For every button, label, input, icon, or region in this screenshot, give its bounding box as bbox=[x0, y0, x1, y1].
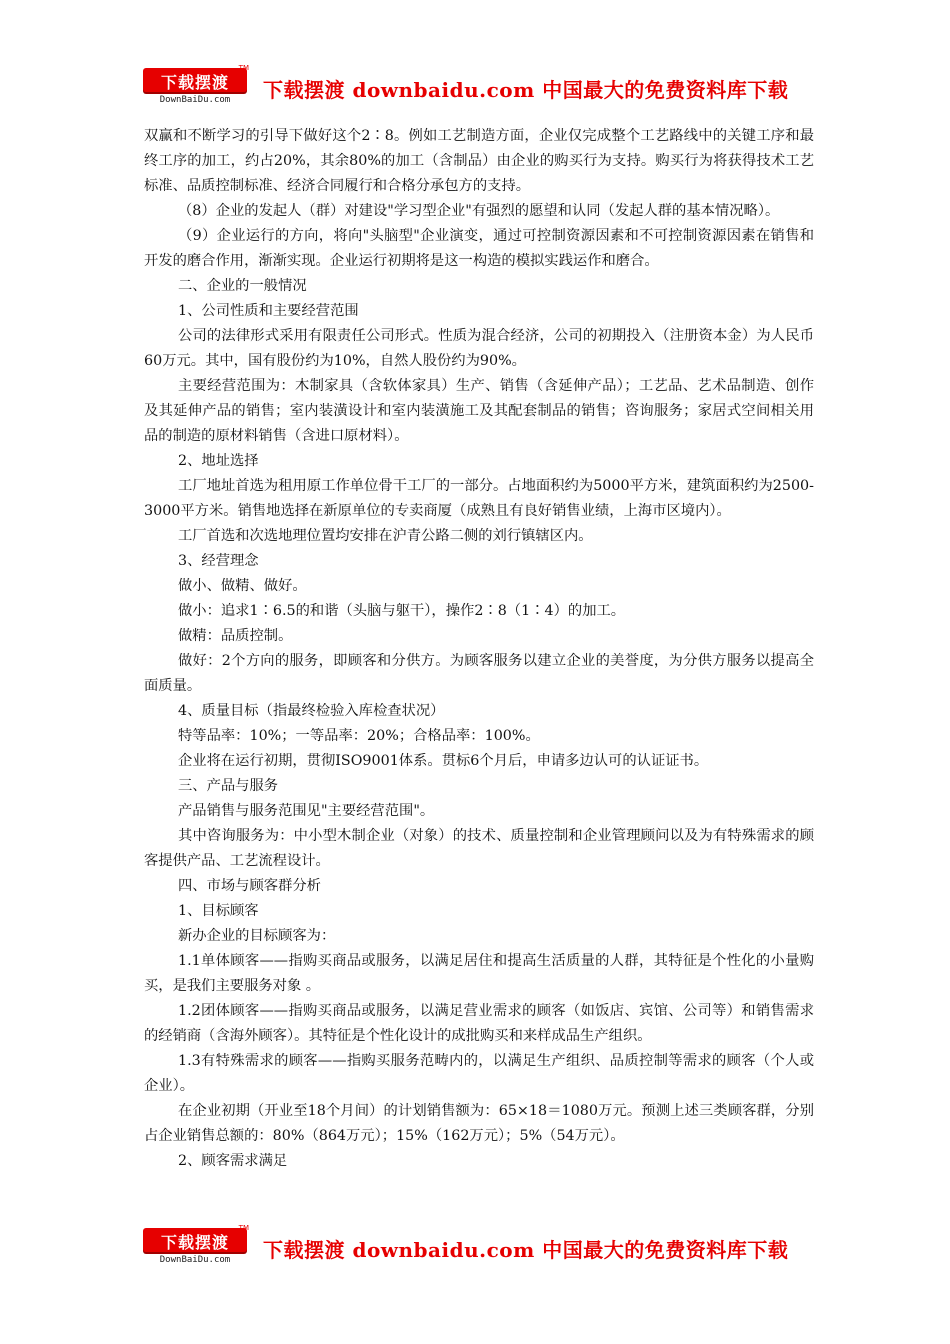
paragraph: 企业将在运行初期，贯彻ISO9001体系。贯标6个月后，申请多边认可的认证证书。 bbox=[178, 753, 709, 769]
logo-plate bbox=[143, 68, 247, 92]
section-heading: 二、企业的一般情况 bbox=[178, 278, 307, 294]
paragraph: 工厂首选和次选地理位置均安排在沪青公路二侧的刘行镇辖区内。 bbox=[178, 528, 593, 544]
paragraph: 双赢和不断学习的引导下做好这个2∶8。例如工艺制造方面，企业仅完成整个工艺路线中的关键工序和最终工序的加工，约占20%，其余80%的加工（含制品）由企业的购买行为支持。购买行为将获得技术工艺标准、品质控制标准、经济合同履行和合格分承包方的支持。 bbox=[144, 128, 814, 194]
paragraph: 在企业初期（开业至18个月间）的计划销售额为：65×18＝1080万元。预测上述三类顾客群，分别占企业销售总额的：80%（864万元）；15%（162万元）；5%（54万元）。 bbox=[144, 1103, 814, 1144]
paragraph: 做好：2个方向的服务，即顾客和分供方。为顾客服务以建立企业的美誉度，为分供方服务以提高全面质量。 bbox=[144, 653, 814, 694]
logo-domain: DownBaiDu.com bbox=[159, 1255, 231, 1265]
paragraph: 1.3有特殊需求的顾客——指购买服务范畴内的，以满足生产组织、品质控制等需求的顾客（个人或企业）。 bbox=[144, 1053, 814, 1094]
paragraph: 做精：品质控制。 bbox=[178, 628, 293, 644]
downbaidu-logo[interactable] bbox=[143, 64, 249, 108]
paragraph: 新办企业的目标顾客为： bbox=[178, 928, 336, 944]
paragraph: （8）企业的发起人（群）对建设"学习型企业"有强烈的愿望和认同（发起人群的基本情况略）。 bbox=[178, 203, 780, 219]
paragraph: 特等品率：10%；一等品率：20%；合格品率：100%。 bbox=[178, 728, 540, 744]
logo-plate bbox=[143, 1228, 247, 1252]
downbaidu-logo[interactable] bbox=[143, 1224, 249, 1268]
paragraph: 工厂地址首选为租用原工作单位骨干工厂的一部分。占地面积约为5000平方米，建筑面积约为2500-3000平方米。销售地选择在新原单位的专卖商厦（成熟且有良好销售业绩，上海市区境内）。 bbox=[144, 478, 814, 519]
footer-banner bbox=[143, 1226, 803, 1270]
footer-slogan-link[interactable]: 下载摆渡 downbaidu.com 中国最大的免费资料库下载 bbox=[263, 1237, 789, 1262]
logo-text: 下载摆渡 bbox=[160, 1233, 229, 1252]
section-heading: 四、市场与顾客群分析 bbox=[178, 878, 321, 894]
trademark-mark: TM bbox=[238, 64, 249, 72]
subsection-heading: 4、质量目标（指最终检验入库检查状况） bbox=[178, 703, 445, 719]
paragraph: 公司的法律形式采用有限责任公司形式。性质为混合经济，公司的初期投入（注册资本金）为人民币60万元。其中，国有股份约为10%，自然人股份约为90%。 bbox=[144, 328, 814, 369]
paragraph: 1.2团体顾客——指购买商品或服务，以满足营业需求的顾客（如饭店、宾馆、公司等）和销售需求的经销商（含海外顾客）。其特征是个性化设计的成批购买和来样成品生产组织。 bbox=[144, 1003, 814, 1044]
paragraph: 主要经营范围为：木制家具（含软体家具）生产、销售（含延伸产品）；工艺品、艺术品制造、创作及其延伸产品的销售；室内装潢设计和室内装潢施工及其配套制品的销售；咨询服务；家居式空间相关用品的制造的原材料销售（含进口原材料）。 bbox=[144, 378, 814, 444]
paragraph: 1.1单体顾客——指购买商品或服务，以满足居住和提高生活质量的人群，其特征是个性化的小量购买，是我们主要服务对象 。 bbox=[144, 953, 814, 994]
subsection-heading: 2、顾客需求满足 bbox=[178, 1153, 288, 1169]
header-slogan-link[interactable]: 下载摆渡 downbaidu.com 中国最大的免费资料库下载 bbox=[263, 77, 789, 102]
logo-domain: DownBaiDu.com bbox=[159, 95, 231, 105]
subsection-heading: 1、公司性质和主要经营范围 bbox=[178, 303, 359, 319]
trademark-mark: TM bbox=[238, 1224, 249, 1232]
paragraph: 其中咨询服务为：中小型木制企业（对象）的技术、质量控制和企业管理顾问以及为有特殊需求的顾客提供产品、工艺流程设计。 bbox=[144, 828, 814, 869]
header-banner bbox=[143, 66, 803, 110]
subsection-heading: 1、目标顾客 bbox=[178, 903, 259, 919]
subsection-heading: 3、经营理念 bbox=[178, 553, 259, 569]
paragraph: （9）企业运行的方向，将向"头脑型"企业演变，通过可控制资源因素和不可控制资源因素在销售和开发的磨合作用，渐渐实现。企业运行初期将是这一构造的模拟实践运作和磨合。 bbox=[144, 228, 814, 269]
paragraph: 产品销售与服务范围见"主要经营范围"。 bbox=[178, 803, 435, 819]
section-heading: 三、产品与服务 bbox=[178, 778, 279, 794]
paragraph: 做小、做精、做好。 bbox=[178, 578, 307, 594]
subsection-heading: 2、地址选择 bbox=[178, 453, 259, 469]
document-body bbox=[144, 124, 814, 1174]
logo-text: 下载摆渡 bbox=[160, 73, 229, 92]
paragraph: 做小：追求1∶6.5的和谐（头脑与躯干），操作2∶8（1∶4）的加工。 bbox=[178, 603, 626, 619]
